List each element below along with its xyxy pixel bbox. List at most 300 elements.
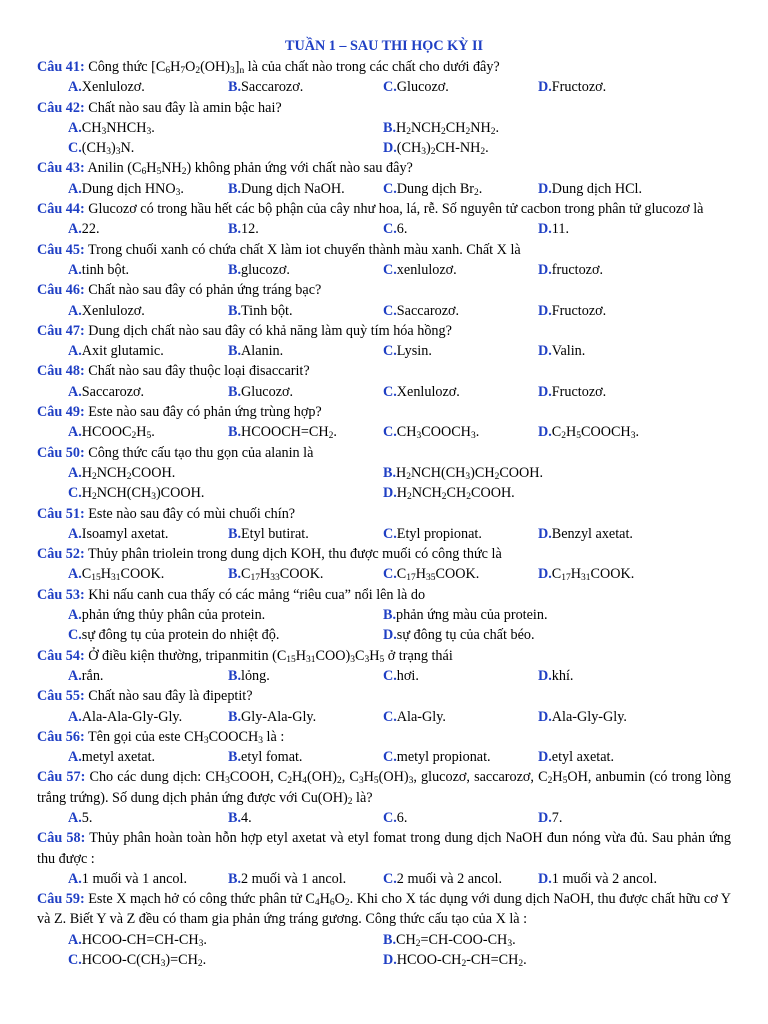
answer-option [68, 524, 228, 544]
answer-option [538, 301, 698, 321]
option-text: 11. [551, 221, 570, 238]
option-text: fructozơ. [551, 261, 604, 278]
option-text: $H_2NCH(CH_3)CH_2COOH$. [396, 464, 544, 482]
option-letter: C. [68, 952, 82, 969]
answer-option [68, 219, 228, 239]
question-number: Câu 53: [37, 586, 85, 603]
option-letter: A. [68, 302, 82, 319]
answer-option [228, 564, 383, 584]
page-title: TUẦN 1 – SAU THI HỌC KỲ II [284, 38, 483, 54]
question-number: Câu 49: [37, 404, 85, 421]
question-stem [37, 889, 731, 930]
option-text: etyl axetat. [551, 749, 615, 766]
question-stem [37, 158, 731, 178]
option-letter: D. [538, 667, 552, 684]
option-letter: D. [538, 180, 552, 197]
option-text: Lysin. [396, 343, 432, 360]
answer-option [68, 747, 228, 767]
option-text: $H_2NCH_2CH_2NH_2$. [396, 119, 499, 137]
option-letter: B. [383, 464, 397, 481]
option-text: $H_2NCH(CH_3)COOH$. [81, 485, 205, 503]
option-text: 5. [81, 809, 93, 826]
option-letter: B. [228, 424, 242, 441]
option-letter: C. [383, 302, 397, 319]
question-number: Câu 58: [37, 830, 86, 847]
question-stem [37, 240, 731, 260]
option-letter: C. [383, 566, 397, 583]
option-text: Gly-Ala-Gly. [241, 708, 317, 725]
option-text: $C_{17}H_{35}COOK$. [396, 566, 480, 584]
option-text: Glucozơ. [241, 383, 294, 400]
answer-options-row [37, 260, 731, 280]
option-letter: C. [383, 383, 397, 400]
option-letter: B. [383, 119, 397, 136]
question-text: Tên gọi của este $CH_3COOCH_3$ là : [84, 728, 285, 746]
option-text: Saccarozơ. [81, 383, 145, 400]
answer-option [538, 341, 698, 361]
question-stem [37, 57, 731, 77]
answer-options-row [37, 77, 731, 97]
option-text: Glucozơ. [396, 79, 449, 96]
option-text: Saccarozơ. [241, 79, 304, 96]
option-text: glucozơ. [241, 261, 290, 278]
option-text: Dung dịch $HNO_3$. [81, 180, 184, 198]
answer-option [228, 219, 383, 239]
option-text: Xenlulozơ. [81, 302, 145, 319]
option-text: 1 muối và 1 ancol. [81, 870, 187, 887]
option-letter: B. [228, 302, 242, 319]
option-letter: A. [68, 464, 82, 481]
question-stem [37, 280, 731, 300]
option-text: $C_{15}H_{31}COOK$. [81, 566, 165, 584]
answer-option [68, 625, 383, 645]
answer-option [228, 524, 383, 544]
answer-options-row [37, 463, 731, 483]
question-text: Chất nào sau đây là amin bậc hai? [84, 99, 282, 116]
answer-options-row [37, 382, 731, 402]
question-stem [37, 767, 731, 808]
question-text: Anilin $(C_6H_5NH_2)$ không phản ứng với chất nào sau đây? [84, 160, 413, 178]
answer-options-row [37, 179, 731, 199]
option-letter: D. [538, 424, 552, 441]
option-letter: C. [68, 627, 82, 644]
answer-option [383, 77, 538, 97]
option-letter: C. [383, 667, 397, 684]
answer-option [538, 524, 698, 544]
option-text: 12. [241, 221, 259, 238]
question-text: Công thức cấu tạo thu gọn của alanin là [84, 444, 314, 461]
answer-option [538, 808, 698, 828]
question-stem [37, 686, 731, 706]
option-text: HCOO-$CH_2-CH=CH_2$. [396, 952, 527, 970]
option-text: Tinh bột. [241, 302, 293, 319]
question-text: Thủy phân hoàn toàn hỗn hợp etyl axetat và etyl fomat trong dung dịch NaOH đun nóng vừa đủ. Sau phản ứng thu được : [37, 830, 731, 867]
answer-option [538, 260, 698, 280]
answer-options-row [37, 341, 731, 361]
question-text: Cho các dung dịch: $CH_3COOH$, $C_2H_4(OH)_2$, $C_3H_5(OH)_3$, glucozơ, saccarozơ, $C_2H_5OH$, anbumin (có trong lòng trắng trứng). Số dung dịch phản ứng được với $Cu(OH)_2$ là? [37, 769, 731, 807]
option-letter: D. [538, 261, 552, 278]
answer-option [538, 179, 698, 199]
question-stem [37, 504, 731, 524]
option-text: Fructozơ. [551, 383, 607, 400]
option-text: etyl fomat. [241, 749, 303, 766]
answer-option [228, 301, 383, 321]
answer-option [538, 869, 698, 889]
option-letter: C. [383, 79, 397, 96]
option-text: rắn. [81, 667, 104, 684]
answer-option [383, 666, 538, 686]
answer-option [383, 747, 538, 767]
option-text: hơi. [396, 667, 419, 684]
option-letter: D. [383, 140, 397, 157]
question-stem [37, 199, 731, 219]
question-text: Ở điều kiện thường, tripanmitin $(C_{15}H_{31}COO)_3C_3H_5$ ở trạng thái [84, 647, 453, 665]
answer-option [383, 138, 698, 158]
answer-option [68, 707, 228, 727]
option-text: HCOO-$C(CH_3)=CH_2$. [81, 952, 207, 970]
answer-options-row [37, 524, 731, 544]
answer-options-row [37, 747, 731, 767]
option-text: sự đông tụ của protein do nhiệt độ. [81, 627, 280, 644]
option-letter: C. [383, 525, 397, 542]
option-text: Alanin. [241, 343, 284, 360]
answer-option [68, 77, 228, 97]
answer-option [383, 524, 538, 544]
answer-option [228, 77, 383, 97]
option-text: $C_{17}H_{31}COOK$. [551, 566, 635, 584]
option-text: Isoamyl axetat. [81, 525, 169, 542]
option-letter: A. [68, 566, 82, 583]
answer-option [68, 808, 228, 828]
option-text: Etyl butirat. [241, 525, 309, 542]
option-text: Dung dịch NaOH. [241, 180, 345, 197]
answer-option [68, 179, 228, 199]
option-letter: B. [228, 383, 242, 400]
option-letter: D. [538, 809, 552, 826]
option-letter: D. [538, 749, 552, 766]
option-text: 2 muối và 2 ancol. [396, 870, 502, 887]
option-text: sự đông tụ của chất béo. [396, 627, 535, 644]
answer-option [538, 382, 698, 402]
answer-option [228, 179, 383, 199]
question-number: Câu 45: [37, 241, 85, 258]
option-text: khí. [551, 667, 574, 684]
question-number: Câu 55: [37, 688, 85, 705]
answer-option [538, 564, 698, 584]
answer-options-row [37, 483, 731, 503]
option-letter: B. [228, 708, 242, 725]
option-text: $C_2H_5COOCH_3$. [551, 424, 639, 442]
answer-option [68, 260, 228, 280]
question-stem [37, 361, 731, 381]
option-letter: B. [228, 343, 242, 360]
question-text: Glucozơ có trong hầu hết các bộ phận của cây như hoa, lá, rễ. Số nguyên tử cacbon trong phân tử glucozơ là [84, 201, 704, 218]
option-text: 2 muối và 1 ancol. [241, 870, 347, 887]
answer-option [228, 341, 383, 361]
option-letter: B. [228, 79, 242, 96]
option-text: $H_2NCH_2COOH$. [81, 464, 176, 482]
option-text: 6. [396, 221, 408, 238]
answer-option [228, 747, 383, 767]
option-letter: B. [228, 870, 242, 887]
answer-option [383, 869, 538, 889]
answer-options-row [37, 808, 731, 828]
answer-options-row [37, 301, 731, 321]
option-letter: D. [538, 302, 552, 319]
answer-option [228, 869, 383, 889]
answer-option [68, 483, 383, 503]
option-text: $HCOOC_2H_5$. [81, 424, 155, 442]
answer-option [68, 382, 228, 402]
answer-option [383, 707, 538, 727]
option-text: $CH_3NHCH_3$. [81, 119, 155, 137]
option-letter: B. [228, 180, 242, 197]
option-text: $(CH_3)_3N$. [81, 140, 135, 158]
question-number: Câu 48: [37, 363, 85, 380]
answer-option [68, 463, 383, 483]
option-text: 4. [241, 809, 252, 826]
option-letter: C. [383, 809, 397, 826]
answer-options-row [37, 950, 731, 970]
question-number: Câu 42: [37, 99, 85, 116]
answer-option [68, 564, 228, 584]
option-letter: C. [383, 749, 397, 766]
option-letter: C. [68, 140, 82, 157]
question-stem [37, 727, 731, 747]
option-letter: A. [68, 343, 82, 360]
option-letter: C. [383, 180, 397, 197]
option-text: $HCOOCH=CH_2$. [241, 424, 337, 442]
answer-option [538, 707, 698, 727]
option-letter: A. [68, 525, 82, 542]
question-text: Este nào sau đây có mùi chuối chín? [84, 505, 296, 522]
option-letter: B. [383, 931, 397, 948]
option-letter: B. [228, 221, 242, 238]
option-text: 22. [81, 221, 100, 238]
question-number: Câu 47: [37, 322, 85, 339]
option-text: Fructozơ. [551, 302, 607, 319]
option-letter: A. [68, 383, 82, 400]
question-stem [37, 402, 731, 422]
option-letter: A. [68, 261, 82, 278]
question-text: Este X mạch hở có công thức phân tử $C_4H_6O_2$. Khi cho X tác dụng với dung dịch NaOH, thu được chất hữu cơ Y và Z. Biết Y và Z đều có tham gia phản ứng tráng gương. Công thức cấu tạo của X là : [37, 891, 731, 928]
answer-option [538, 219, 698, 239]
option-letter: A. [68, 119, 82, 136]
option-letter: B. [228, 525, 242, 542]
answer-option [538, 422, 698, 442]
question-stem [37, 321, 731, 341]
question-text: Chất nào sau đây là đipeptit? [84, 688, 253, 705]
question-number: Câu 57: [37, 769, 86, 786]
question-number: Câu 50: [37, 444, 85, 461]
option-text: HCOO-$CH=CH-CH_3$. [81, 931, 207, 949]
option-letter: C. [68, 485, 82, 502]
option-letter: D. [383, 952, 397, 969]
answer-option [383, 219, 538, 239]
option-text: Ala-Ala-Gly-Gly. [81, 708, 183, 725]
option-text: metyl propionat. [396, 749, 491, 766]
answer-option [383, 341, 538, 361]
question-stem [37, 98, 731, 118]
answer-options-row [37, 605, 731, 625]
answer-option [68, 950, 383, 970]
option-text: Saccarozơ. [396, 302, 460, 319]
option-letter: B. [228, 667, 242, 684]
option-letter: B. [383, 607, 397, 624]
option-letter: B. [228, 749, 242, 766]
option-letter: D. [538, 708, 552, 725]
answer-option [228, 382, 383, 402]
answer-options-row [37, 625, 731, 645]
answer-option [538, 77, 698, 97]
answer-option [383, 422, 538, 442]
answer-option [228, 666, 383, 686]
answer-option [228, 808, 383, 828]
option-text: Valin. [551, 343, 586, 360]
option-text: Xenlulozơ. [81, 79, 145, 96]
option-text: 1 muối và 2 ancol. [551, 870, 657, 887]
answer-options-row [37, 707, 731, 727]
option-letter: D. [538, 525, 552, 542]
answer-option [228, 422, 383, 442]
answer-option [68, 605, 383, 625]
option-text: $(CH_3)_2CH-NH_2$. [396, 140, 489, 158]
question-text: Công thức $[C_6H_7O_2(OH)_3]_n$ là của chất nào trong các chất cho dưới đây? [84, 59, 500, 76]
option-text: Ala-Gly. [396, 708, 446, 725]
option-letter: B. [228, 261, 242, 278]
option-letter: A. [68, 870, 82, 887]
answer-options-row [37, 219, 731, 239]
option-letter: A. [68, 749, 82, 766]
question-stem [37, 544, 731, 564]
answer-option [383, 179, 538, 199]
answer-option [68, 869, 228, 889]
question-stem [37, 443, 731, 463]
option-text: metyl axetat. [81, 749, 156, 766]
option-text: phản ứng thủy phân của protein. [81, 607, 266, 624]
question-text: Chất nào sau đây thuộc loại đisaccarit? [84, 363, 310, 380]
answer-option [228, 707, 383, 727]
option-letter: A. [68, 424, 82, 441]
answer-option [383, 605, 698, 625]
answer-option [383, 564, 538, 584]
option-letter: A. [68, 809, 82, 826]
answer-options-row [37, 422, 731, 442]
question-stem [37, 828, 731, 869]
option-text: $H_2NCH_2CH_2COOH$. [396, 485, 515, 503]
option-letter: D. [538, 566, 552, 583]
question-number: Câu 56: [37, 728, 85, 745]
question-text: Thủy phân triolein trong dung dịch KOH, thu được muối có công thức là [84, 546, 502, 563]
question-number: Câu 54: [37, 647, 85, 664]
question-number: Câu 52: [37, 546, 85, 563]
question-text: Este nào sau đây có phản ứng trùng hợp? [84, 404, 322, 421]
option-text: Fructozơ. [551, 79, 607, 96]
option-letter: C. [383, 424, 397, 441]
answer-option [383, 625, 698, 645]
option-letter: A. [68, 221, 82, 238]
answer-options-row [37, 869, 731, 889]
option-letter: D. [383, 627, 397, 644]
answer-option [538, 666, 698, 686]
question-list [37, 57, 731, 970]
option-text: phản ứng màu của protein. [396, 607, 548, 624]
answer-options-row [37, 138, 731, 158]
option-text: Dung dịch HCl. [551, 180, 643, 197]
answer-option [383, 382, 538, 402]
question-stem [37, 585, 731, 605]
answer-options-row [37, 564, 731, 584]
option-letter: D. [383, 485, 397, 502]
question-text: Chất nào sau đây có phản ứng tráng bạc? [84, 282, 322, 299]
option-text: Ala-Gly-Gly. [551, 708, 627, 725]
question-stem [37, 646, 731, 666]
option-letter: B. [228, 809, 242, 826]
answer-option [68, 118, 383, 138]
answer-option [383, 301, 538, 321]
option-text: xenlulozơ. [396, 261, 457, 278]
option-text: Benzyl axetat. [551, 525, 633, 542]
option-letter: C. [383, 708, 397, 725]
option-letter: D. [538, 343, 552, 360]
option-text: Dung dịch $Br_2$. [396, 180, 483, 198]
question-number: Câu 51: [37, 505, 85, 522]
option-text: 7. [551, 809, 563, 826]
question-number: Câu 44: [37, 201, 85, 218]
option-letter: A. [68, 607, 82, 624]
answer-option [383, 463, 698, 483]
option-text: Xenlulozơ. [396, 383, 460, 400]
answer-option [68, 301, 228, 321]
question-number: Câu 59: [37, 891, 85, 908]
option-text: $C_{17}H_{33}COOK$. [241, 566, 324, 584]
answer-option [68, 138, 383, 158]
option-letter: C. [383, 261, 397, 278]
question-number: Câu 43: [37, 160, 85, 177]
answer-option [383, 808, 538, 828]
option-letter: C. [383, 343, 397, 360]
option-text: $CH_3COOCH_3$. [396, 424, 480, 442]
option-text: Axit glutamic. [81, 343, 164, 360]
answer-option [538, 747, 698, 767]
question-text: Dung dịch chất nào sau đây có khả năng làm quỳ tím hóa hồng? [84, 322, 452, 339]
option-text: lỏng. [241, 667, 270, 684]
option-letter: C. [383, 221, 397, 238]
answer-options-row [37, 666, 731, 686]
answer-option [68, 930, 383, 950]
option-letter: C. [383, 870, 397, 887]
option-letter: B. [228, 566, 242, 583]
option-letter: A. [68, 708, 82, 725]
answer-option [68, 422, 228, 442]
option-text: $CH_2=CH-COO-CH_3$. [396, 931, 516, 949]
answer-option [383, 930, 698, 950]
option-letter: A. [68, 667, 82, 684]
answer-options-row [37, 118, 731, 138]
answer-option [228, 260, 383, 280]
option-letter: A. [68, 180, 82, 197]
answer-option [68, 666, 228, 686]
option-letter: A. [68, 79, 82, 96]
answer-option [383, 118, 698, 138]
answer-options-row [37, 930, 731, 950]
question-text: Khi nấu canh cua thấy có các mảng “riêu cua” nổi lên là do [84, 586, 426, 603]
answer-option [383, 950, 698, 970]
answer-option [383, 483, 698, 503]
answer-option [68, 341, 228, 361]
question-text: Trong chuối xanh có chứa chất X làm iot chuyển thành màu xanh. Chất X là [84, 241, 521, 258]
option-text: 6. [396, 809, 408, 826]
